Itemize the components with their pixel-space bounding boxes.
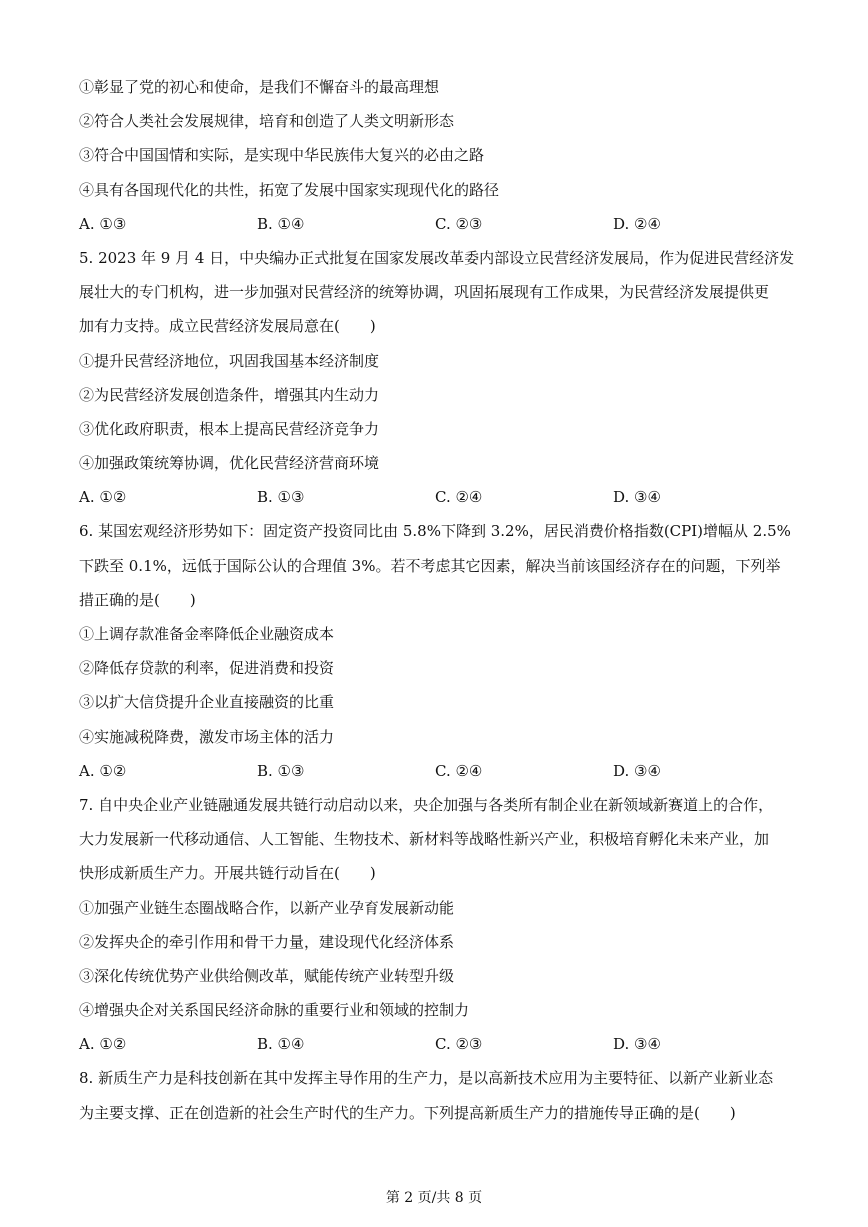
- option-line: ④加强政策统筹协调，优化民营经济营商环境: [79, 454, 380, 473]
- choice-c: C. ②③: [435, 214, 483, 233]
- choice-d: D. ③④: [613, 1035, 661, 1054]
- option-line: ②符合人类社会发展规律，培育和创造了人类文明新形态: [79, 112, 455, 131]
- question-4-options: [79, 70, 797, 241]
- option-line: ①加强产业链生态圈战略合作，以新产业孕育发展新动能: [79, 898, 455, 917]
- choice-a: A. ①②: [79, 488, 127, 507]
- question-stem-line: 措正确的是( ): [79, 590, 196, 609]
- page-content: [79, 70, 797, 1130]
- choice-c: C. ②④: [435, 761, 483, 780]
- option-line: ④具有各国现代化的共性，拓宽了发展中国家实现现代化的路径: [79, 180, 500, 199]
- question-stem-line: 下跌至 0.1%，远低于国际公认的合理值 3%。若不考虑其它因素，解决当前该国经济存在的问题，下列举: [79, 556, 781, 575]
- option-line: ②发挥央企的牵引作用和骨干力量，建设现代化经济体系: [79, 932, 455, 951]
- option-line: ③符合中国国情和实际，是实现中华民族伟大复兴的必由之路: [79, 146, 485, 165]
- question-stem-line: 展壮大的专门机构，进一步加强对民营经济的统筹协调，巩固拓展现有工作成果，为民营经济发展提供更: [79, 283, 770, 302]
- question-7: [79, 788, 797, 1062]
- option-line: ②降低存贷款的利率，促进消费和投资: [79, 659, 335, 678]
- choice-a: A. ①②: [79, 1035, 127, 1054]
- choice-d: D. ③④: [613, 488, 661, 507]
- answer-choices: [79, 480, 797, 514]
- option-line: ④实施减税降费，激发市场主体的活力: [79, 727, 335, 746]
- choice-d: D. ③④: [613, 761, 661, 780]
- option-line: ③以扩大信贷提升企业直接融资的比重: [79, 693, 335, 712]
- choice-b: B. ①③: [257, 488, 305, 507]
- choice-c: C. ②④: [435, 488, 483, 507]
- choice-c: C. ②③: [435, 1035, 483, 1054]
- question-8: [79, 1061, 797, 1129]
- question-stem-line: 大力发展新一代移动通信、人工智能、生物技术、新材料等战略性新兴产业，积极培育孵化未来产业，加: [79, 830, 770, 849]
- question-stem-line: 8. 新质生产力是科技创新在其中发挥主导作用的生产力，是以高新技术应用为主要特征、以新产业新业态: [79, 1069, 774, 1088]
- question-6: [79, 514, 797, 788]
- choice-b: B. ①④: [257, 1035, 305, 1054]
- question-stem-line: 为主要支撑、正在创造新的社会生产时代的生产力。下列提高新质生产力的措施传导正确的是( ): [79, 1103, 736, 1122]
- answer-choices: [79, 207, 797, 241]
- option-line: ④增强央企对关系国民经济命脉的重要行业和领域的控制力: [79, 1001, 470, 1020]
- question-stem-line: 6. 某国宏观经济形势如下：固定资产投资同比由 5.8%下降到 3.2%，居民消费价格指数(CPI)增幅从 2.5%: [79, 522, 791, 541]
- question-5: [79, 241, 797, 515]
- option-line: ①彰显了党的初心和使命，是我们不懈奋斗的最高理想: [79, 78, 440, 96]
- option-line: ③深化传统优势产业供给侧改革，赋能传统产业转型升级: [79, 966, 455, 985]
- choice-d: D. ②④: [613, 214, 661, 233]
- page-footer: 第 2 页/共 8 页: [385, 1190, 483, 1206]
- choice-b: B. ①③: [257, 761, 305, 780]
- answer-choices: [79, 1027, 797, 1061]
- choice-a: A. ①②: [79, 761, 127, 780]
- option-line: ①上调存款准备金率降低企业融资成本: [79, 625, 335, 643]
- choice-b: B. ①④: [257, 214, 305, 233]
- option-line: ②为民营经济发展创造条件，增强其内生动力: [79, 385, 380, 404]
- choice-a: A. ①③: [79, 214, 127, 233]
- question-stem-line: 快形成新质生产力。开展共链行动旨在( ): [79, 864, 376, 883]
- question-stem-line: 加有力支持。成立民营经济发展局意在( ): [79, 317, 376, 336]
- option-line: ①提升民营经济地位，巩固我国基本经济制度: [79, 351, 380, 370]
- question-stem-line: 7. 自中央企业产业链融通发展共链行动启动以来，央企加强与各类所有制企业在新领域新赛道上的合作，: [79, 795, 774, 814]
- option-line: ③优化政府职责，根本上提高民营经济竞争力: [79, 419, 380, 438]
- question-stem-line: 5. 2023 年 9 月 4 日，中央编办正式批复在国家发展改革委内部设立民营经济发展局，作为促进民营经济发: [79, 248, 795, 267]
- answer-choices: [79, 754, 797, 788]
